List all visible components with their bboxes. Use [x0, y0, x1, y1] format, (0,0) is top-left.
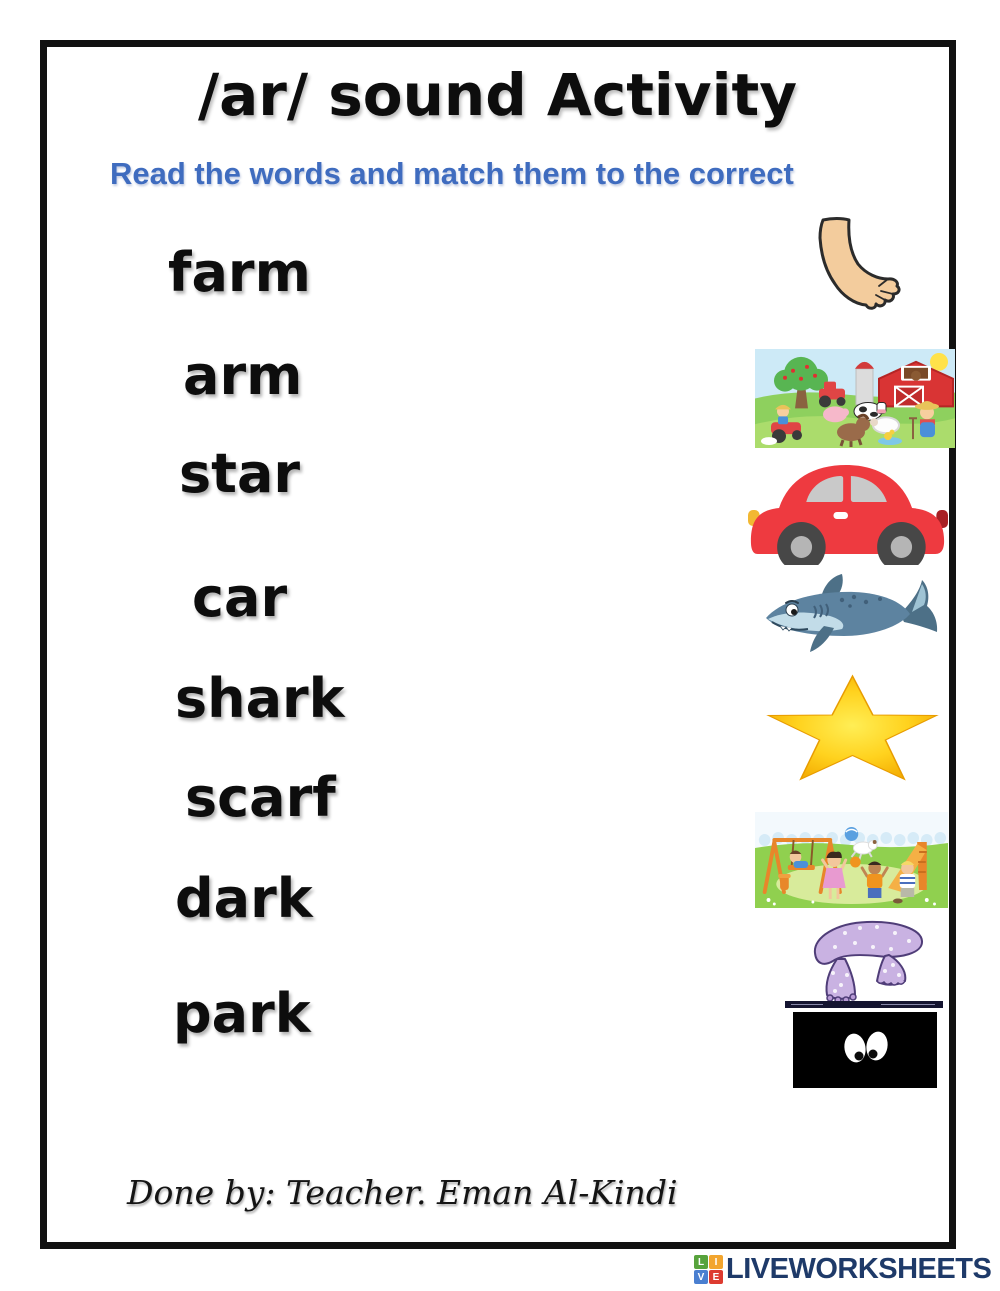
star-icon [758, 672, 947, 784]
car-icon [748, 455, 948, 565]
logo-square-e: E [709, 1270, 723, 1284]
word-farm[interactable]: farm [168, 241, 311, 304]
image-shark[interactable] [762, 572, 940, 656]
liveworksheets-logo [694, 1253, 991, 1286]
word-dark[interactable]: dark [175, 867, 313, 930]
word-scarf[interactable]: scarf [185, 766, 336, 829]
credit-text: Done by: Teacher. Eman Al-Kindi [127, 1173, 678, 1212]
word-shark[interactable]: shark [175, 667, 345, 730]
image-farm[interactable] [755, 349, 955, 448]
page-title: /ar/ sound Activity [197, 61, 798, 129]
image-star[interactable] [758, 672, 947, 784]
shark-icon [762, 572, 940, 656]
image-scarf[interactable] [785, 913, 943, 1008]
image-arm[interactable] [792, 216, 904, 322]
park-icon [755, 812, 948, 908]
farm-icon [755, 349, 955, 448]
word-park[interactable]: park [173, 982, 311, 1045]
word-car[interactable]: car [192, 566, 288, 629]
liveworksheets-logo-icon [694, 1255, 723, 1284]
word-star[interactable]: star [179, 442, 301, 505]
instruction-text: Read the words and match them to the correct [110, 156, 794, 191]
logo-square-i: I [709, 1255, 723, 1269]
logo-wordmark: LIVEWORKSHEETS [726, 1253, 992, 1285]
logo-square-l: L [694, 1255, 708, 1269]
image-park[interactable] [755, 812, 948, 908]
image-car[interactable] [748, 455, 948, 565]
logo-square-v: V [694, 1270, 708, 1284]
image-dark[interactable] [793, 1012, 937, 1088]
scarf-icon [785, 913, 943, 1008]
dark-eyes-icon [793, 1012, 937, 1088]
arm-icon [792, 216, 904, 322]
word-arm[interactable]: arm [183, 344, 303, 407]
